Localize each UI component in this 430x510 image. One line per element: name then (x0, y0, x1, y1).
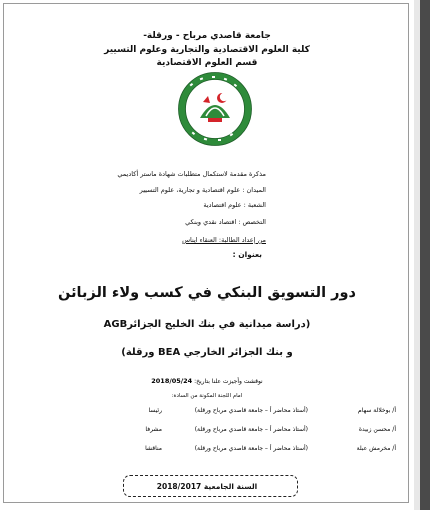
prepared-by: من إعداد الطالبة: العنقاء ايناس (182, 236, 266, 244)
jury-affiliation: (أستاذ محاضر أ – جامعة قاصدي مرباح ورقلة) (194, 445, 308, 452)
defense-line (0, 377, 414, 385)
thesis-subtitle-2: و بنك الجزائر الخارجي BEA ورقلة) (121, 347, 293, 358)
thesis-subtitle-1: (دراسة ميدانية في بنك الخليج الجزائرAGB (103, 319, 311, 330)
academic-year: السنة الجامعية 2018/2017 (156, 482, 258, 491)
faculty-name: كلية العلوم الاقتصادية والتجارية وعلوم التسيير (104, 45, 310, 55)
under-title-label: بعنوان : (232, 250, 262, 259)
thesis-title: دور التسويق البنكي في كسب ولاء الزبائن (58, 285, 356, 301)
jury-name: أ/ محسن زبيدة (358, 426, 396, 433)
memo-type: مذكرة مقدمة لاستكمال متطلبات شهادة ماستر أكاديمي (117, 170, 266, 178)
jury-affiliation: (أستاذ محاضر أ – جامعة قاصدي مرباح ورقلة) (194, 407, 308, 414)
branch: الشعبة : علوم اقتصادية (203, 201, 266, 209)
jury-name: أ/ بوخلالة سهام (358, 407, 396, 414)
university-name: جامعة قاصدي مرباح - ورقلة- (143, 31, 271, 41)
jury-role: رئيسا (148, 407, 162, 414)
jury-row (90, 426, 396, 438)
university-logo (170, 72, 260, 146)
department-name: قسم العلوم الاقتصادية (156, 58, 258, 68)
jury-role: مشرفا (145, 426, 162, 433)
defense-date: 2018/05/24 (151, 377, 193, 385)
jury-row (90, 445, 396, 457)
jury-affiliation: (أستاذ محاضر أ – جامعة قاصدي مرباح ورقلة) (194, 426, 308, 433)
jury-name: أ/ مخرمش عبلة (356, 445, 396, 452)
specialty: التخصص : اقتصاد نقدي وبنكي (185, 218, 266, 226)
jury-row (90, 407, 396, 419)
jury-intro: امام اللجنة المكونة من السادة: (171, 393, 243, 399)
viewer-edge (420, 0, 430, 510)
field: الميدان : علوم اقتصادية و تجارية، علوم التسيير (139, 186, 266, 194)
jury-role: مناقشا (145, 445, 162, 452)
defense-text: نوقشت وأجيزت علنا بتاريخ: (194, 378, 263, 385)
